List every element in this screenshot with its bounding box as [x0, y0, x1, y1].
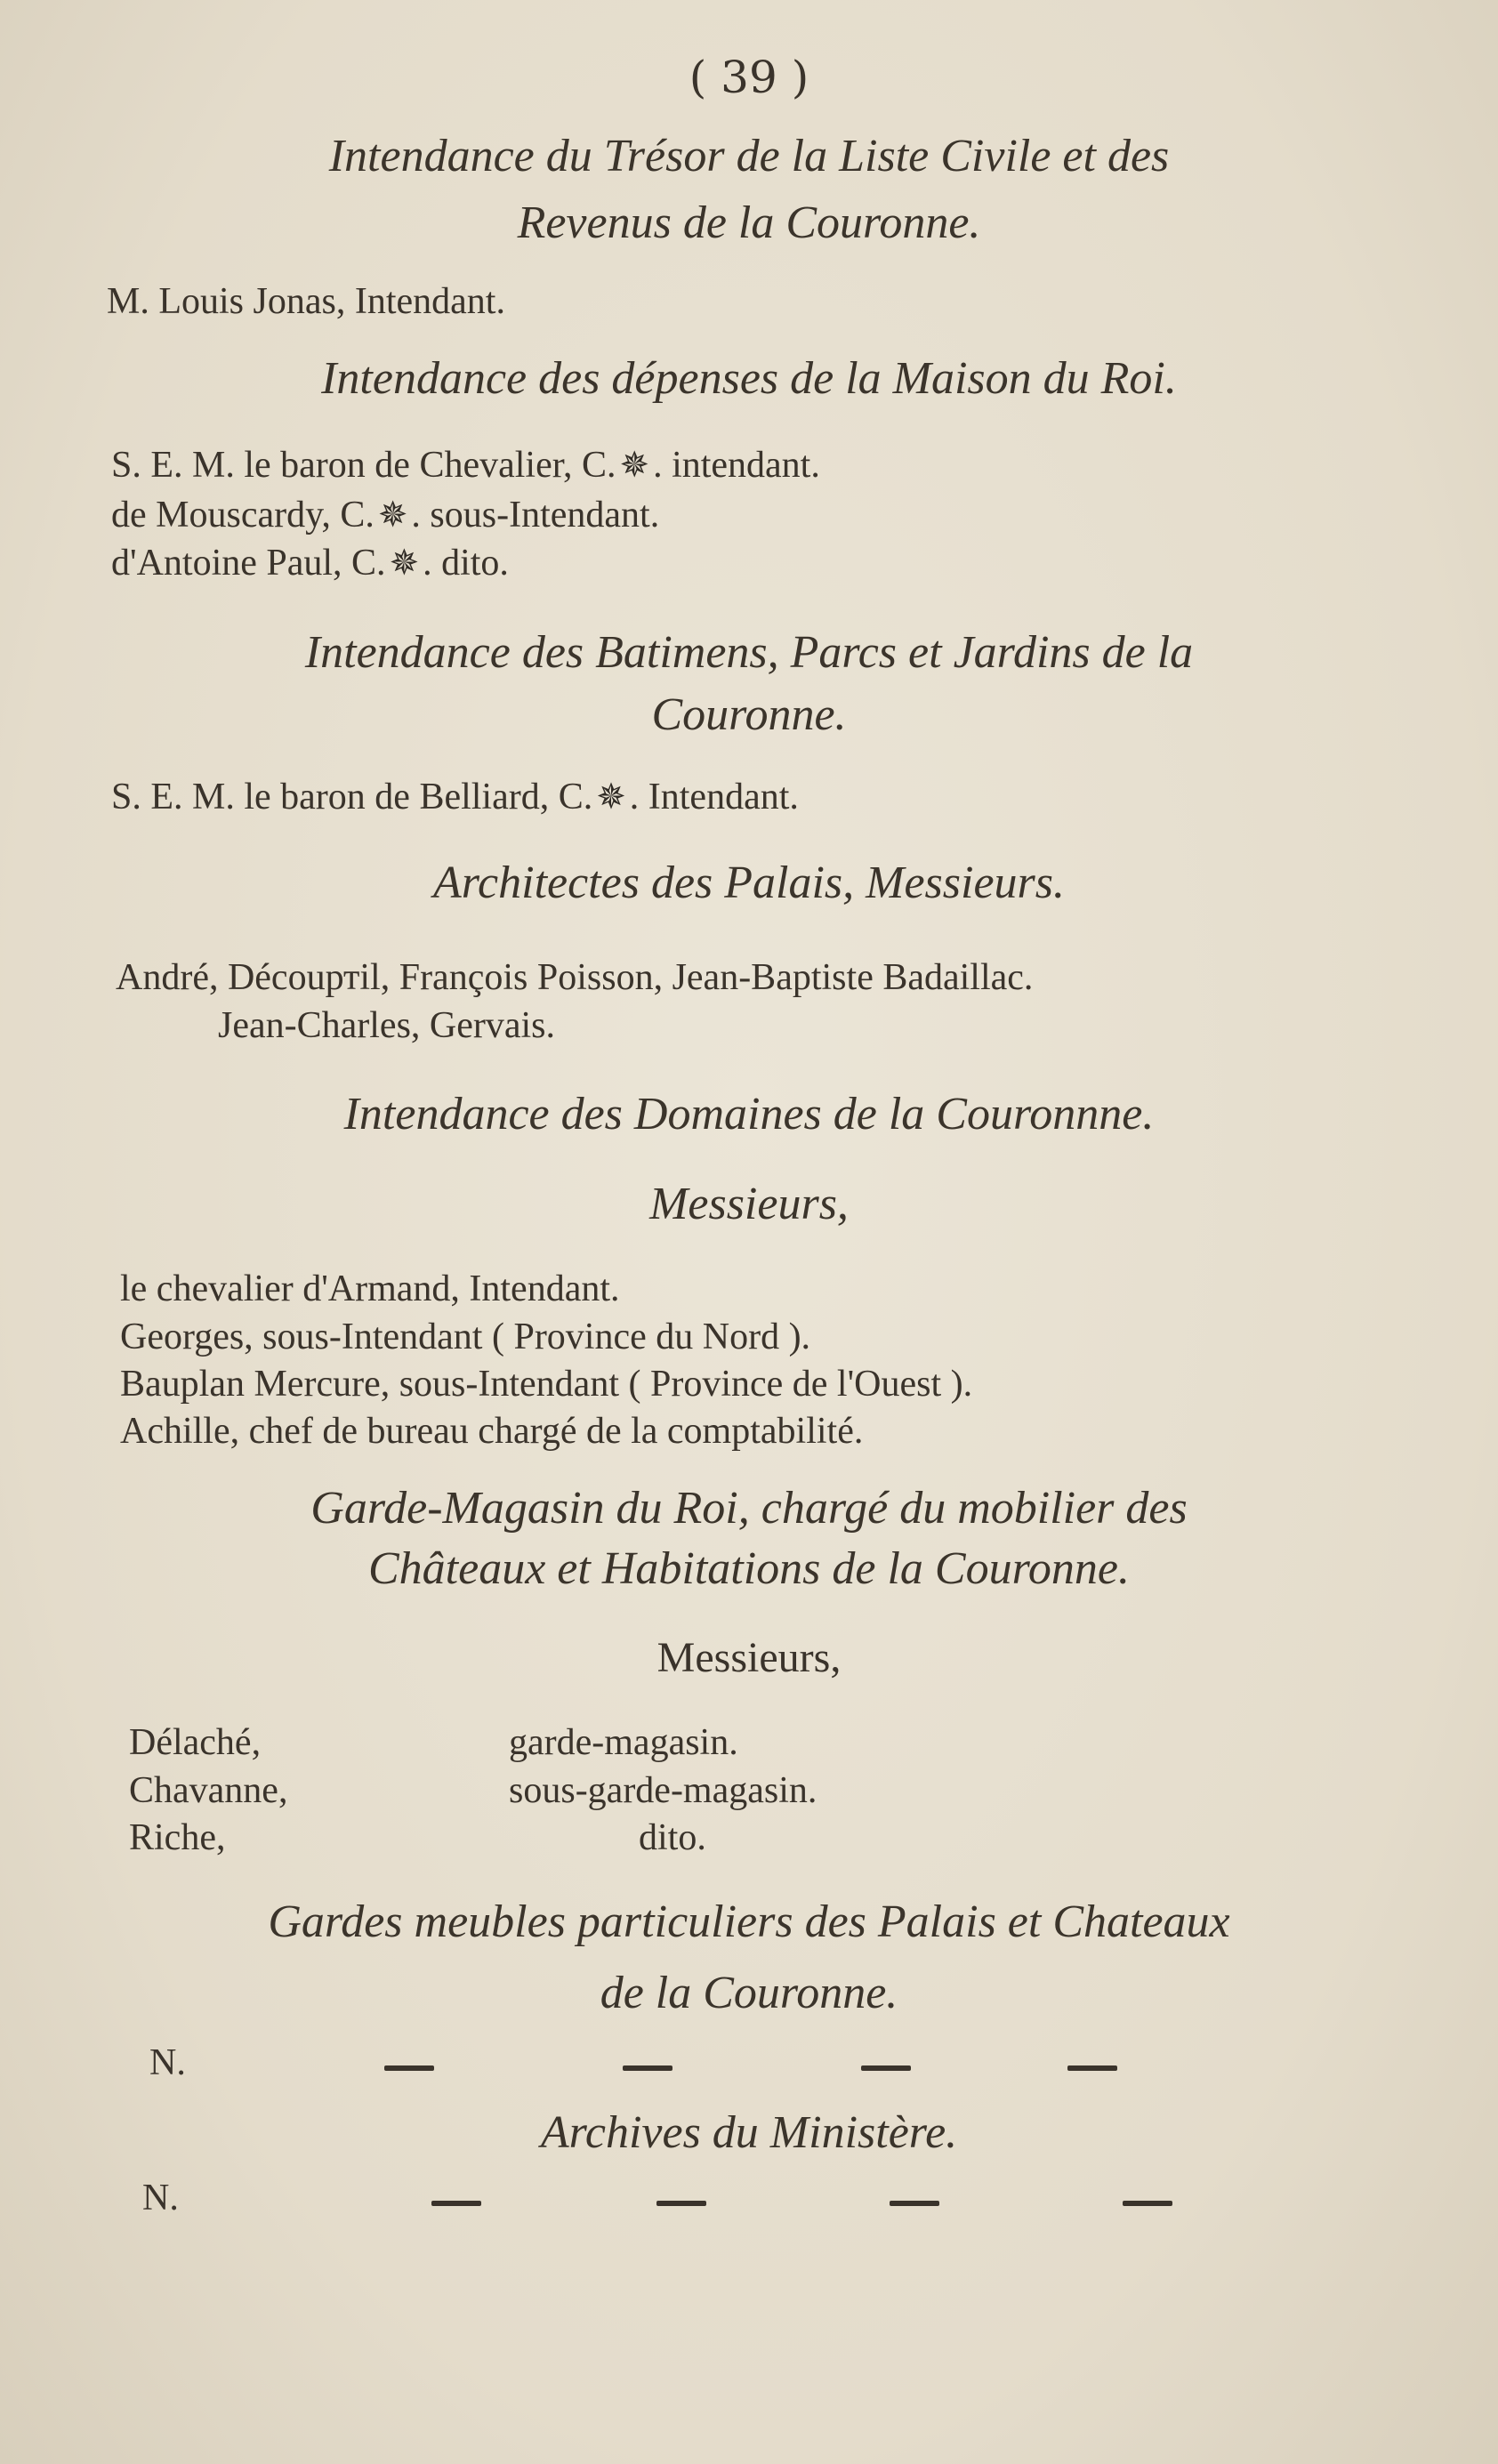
order-star-icon: ✵	[619, 445, 650, 485]
maison-row-1-role: . intendant.	[653, 445, 820, 486]
gardes-meubles-entry: N.	[149, 2042, 186, 2083]
maison-row-3	[111, 544, 509, 582]
maison-row-3-name: d'Antoine Paul, C.	[111, 543, 386, 584]
blank-dash	[861, 2065, 911, 2071]
maison-row-1	[111, 447, 820, 484]
maison-row-2-role: . sous-Intendant.	[411, 495, 660, 535]
garde-row-2-role: sous-garde-magasin.	[509, 1770, 817, 1811]
maison-row-3-role: . dito.	[423, 543, 509, 584]
order-star-icon: ✵	[596, 777, 626, 817]
blank-dash	[384, 2065, 434, 2071]
batimens-entry	[111, 778, 799, 816]
section-title-archives: Archives du Ministère.	[540, 2107, 958, 2158]
domaines-row-4: Achille, chef de bureau chargé de la comptabilité.	[120, 1411, 864, 1452]
section-title-garde-magasin-1: Garde-Magasin du Roi, chargé du mobilier des	[310, 1483, 1188, 1534]
garde-row-2-name: Chavanne,	[129, 1770, 288, 1811]
garde-magasin-subtitle: Messieurs,	[656, 1634, 842, 1681]
section-title-batimens-1: Intendance des Batimens, Parcs et Jardins de la	[304, 627, 1194, 678]
section-title-tresor-2: Revenus de la Couronne.	[517, 197, 981, 248]
section-title-architectes: Architectes des Palais, Messieurs.	[432, 858, 1066, 908]
section-title-tresor-1: Intendance du Trésor de la Liste Civile et des	[328, 131, 1170, 181]
domaines-subtitle: Messieurs,	[649, 1179, 849, 1229]
section-title-garde-magasin-2: Châteaux et Habitations de la Couronne.	[368, 1543, 1130, 1594]
blank-dash	[1123, 2201, 1172, 2206]
archives-entry: N.	[142, 2178, 179, 2218]
section-title-maison: Intendance des dépenses de la Maison du Roi.	[321, 353, 1177, 404]
section-title-batimens-2: Couronne.	[651, 689, 847, 740]
blank-dash	[656, 2201, 706, 2206]
section-title-gardes-meubles-1: Gardes meubles particuliers des Palais et Chateaux	[268, 1896, 1230, 1947]
order-star-icon: ✵	[377, 495, 408, 535]
maison-row-2	[111, 496, 659, 534]
architectes-line-1: André, Découртil, François Poisson, Jean-Baptiste Badaillac.	[116, 957, 1034, 998]
section-title-gardes-meubles-2: de la Couronne.	[600, 1968, 898, 2018]
page-number: ( 39 )	[689, 52, 809, 103]
tresor-entry: M. Louis Jonas, Intendant.	[107, 281, 505, 322]
garde-row-3-name: Riche,	[129, 1817, 226, 1858]
domaines-row-3: Bauplan Mercure, sous-Intendant ( Province de l'Ouest ).	[120, 1364, 973, 1405]
batimens-entry-name: S. E. M. le baron de Belliard, C.	[111, 777, 593, 817]
maison-row-2-name: de Mouscardy, C.	[111, 495, 374, 535]
order-star-icon: ✵	[389, 543, 420, 583]
batimens-entry-role: . Intendant.	[629, 777, 799, 817]
garde-row-3-role: dito.	[639, 1817, 706, 1858]
section-title-domaines: Intendance des Domaines de la Couronnne.	[343, 1089, 1155, 1139]
domaines-row-2: Georges, sous-Intendant ( Province du Nord ).	[120, 1317, 811, 1357]
blank-dash	[890, 2201, 939, 2206]
blank-dash	[623, 2065, 672, 2071]
garde-row-1-name: Délaché,	[129, 1722, 262, 1763]
blank-dash	[431, 2201, 481, 2206]
blank-dash	[1067, 2065, 1117, 2071]
maison-row-1-name: S. E. M. le baron de Chevalier, C.	[111, 445, 616, 486]
garde-row-1-role: garde-magasin.	[509, 1722, 738, 1763]
domaines-row-1: le chevalier d'Armand, Intendant.	[120, 1268, 620, 1309]
architectes-line-2: Jean-Charles, Gervais.	[218, 1005, 556, 1046]
